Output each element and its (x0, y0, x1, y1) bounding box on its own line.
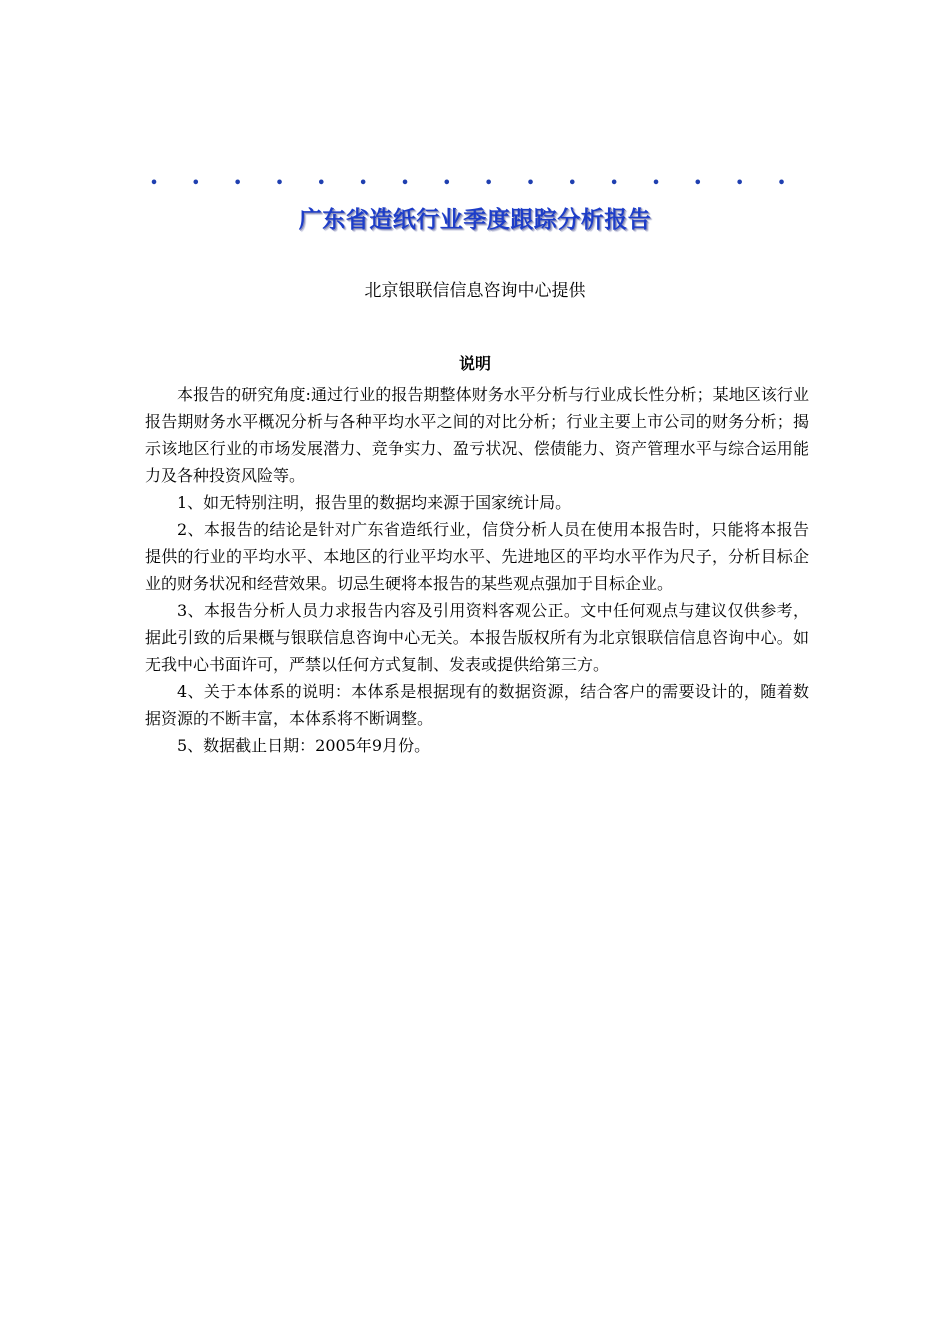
notes-body (145, 381, 809, 759)
notes-paragraph-3: 3、本报告分析人员力求报告内容及引用资料客观公正。文中任何观点与建议仅供参考，据此引致的后果概与银联信息咨询中心无关。本报告版权所有为北京银联信信息咨询中心。如无我中心书面许可，严禁以任何方式复制、发表或提供给第三方。 (145, 601, 809, 674)
notes-paragraph-1: 1、如无特别注明，报告里的数据均来源于国家统计局。 (177, 493, 572, 512)
notes-paragraph-intro: 本报告的研究角度:通过行业的报告期整体财务水平分析与行业成长性分析；某地区该行业报告期财务水平概况分析与各种平均水平之间的对比分析；行业主要上市公司的财务分析；揭示该地区行业的市场发展潜力、竞争实力、盈亏状况、偿债能力、资产管理水平与综合运用能力及各种投资风险等。 (145, 385, 809, 485)
notes-paragraph-5: 5、数据截止日期：2005年9月份。 (177, 736, 431, 755)
notes-heading: 说明 (458, 354, 491, 373)
report-provider: 北京银联信信息咨询中心提供 (364, 281, 586, 301)
notes-paragraph-2: 2、本报告的结论是针对广东省造纸行业，信贷分析人员在使用本报告时，只能将本报告提供的行业的平均水平、本地区的行业平均水平、先进地区的平均水平作为尺子，分析目标企业的财务状况和经营效果。切忌生硬将本报告的某些观点强加于目标企业。 (145, 520, 809, 593)
notes-paragraph-4: 4、关于本体系的说明：本体系是根据现有的数据资源，结合客户的需要设计的，随着数据资源的不断丰富，本体系将不断调整。 (145, 682, 809, 728)
title-decoration-dots: • • • • • • • • • • • • • • • • (149, 176, 801, 191)
report-title: 广东省造纸行业季度跟踪分析报告 (298, 207, 652, 233)
